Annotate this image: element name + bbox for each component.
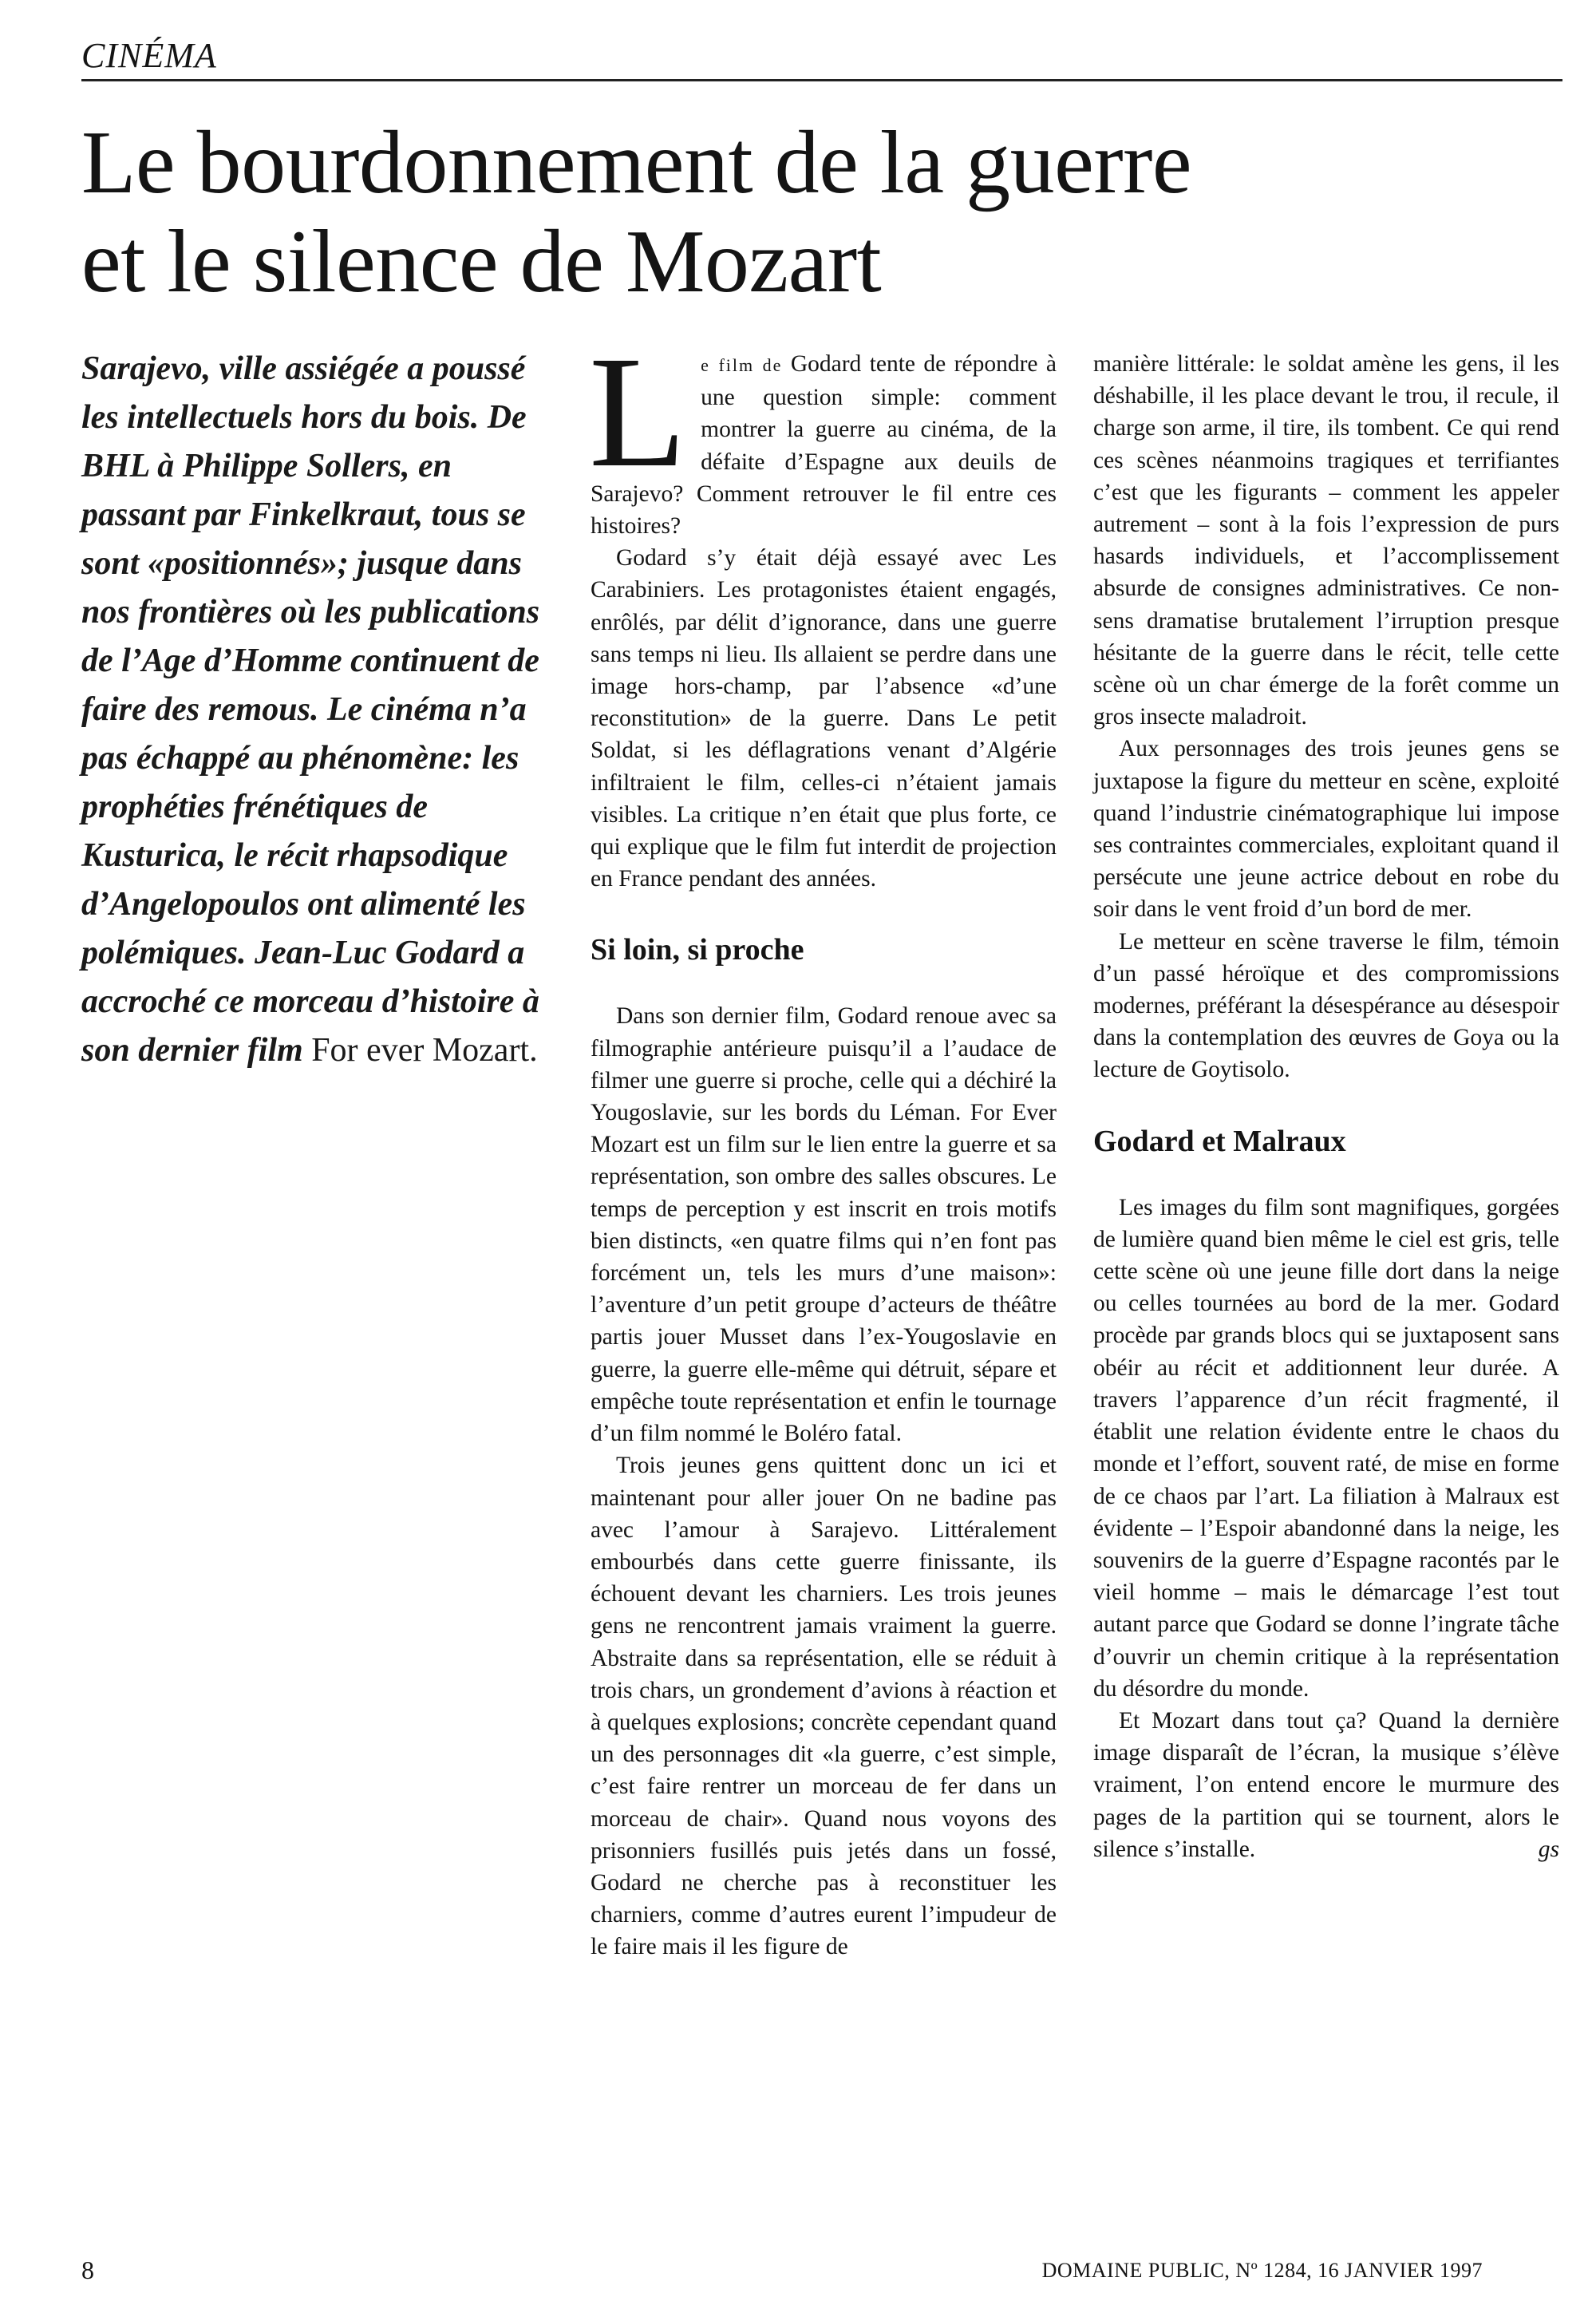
article-title	[81, 113, 1562, 311]
paragraph-7: Le metteur en scène traverse le film, témoin d’un passé héroïque et des compromissions modernes, préférant la désespérance au désespoir dans la contemplation des œuvres de Goya ou la lecture de Goytisolo.	[1093, 928, 1559, 1083]
section-rubric: CINÉMA	[81, 35, 1562, 81]
title-line-2: et le silence de Mozart	[81, 212, 882, 311]
lead-text: Sarajevo, ville assiégée a poussé les intellectuels hors du bois. De BHL à Philippe Sollers, en passant par Finkelkraut, tous se sont «positionnés»; jusque dans nos frontières où les publications de l’Age d’Homme continuent de faire des remous. Le cinéma n’a pas échappé au phénomène: les prophéties frénétiques de Kusturica, le récit rhapsodique d’Angelopoulos ont alimenté les polémiques. Jean-Luc Godard a accroché ce morceau d’histoire à son dernier film	[81, 350, 540, 1069]
paragraph-1-lead-in: e film de	[701, 355, 783, 375]
paragraph-5: manière littérale: le soldat amène les gens, il les déshabille, il les place devant le trou, il recule, il charge son arme, il tire, ils tombent. Ce qui rend ces scènes néanmoins tragiques et terrifiantes c’est que les figurants – comment les appeler autrement – sont à la fois l’expression de purs hasards individuels, et l’accomplissement absurde de consignes administratives. Ce non-sens dramatise brutalement l’irruption presque hésitante de la guerre dans le récit, telle cette scène où un char émerge de la forêt comme un gros insecte maladroit.	[1093, 351, 1559, 730]
lead-film-title: For ever Mozart.	[311, 1032, 538, 1069]
drop-cap: L	[589, 324, 687, 500]
subheading-si-loin: Si loin, si proche	[591, 933, 804, 967]
paragraph-3: Dans son dernier film, Godard renoue avec sa filmographie antérieure puisqu’il a l’audace de filmer une guerre si proche, celle qui a déchiré la Yougoslavie, sur les bords du Léman. For Ever Mozart est un film sur le lien entre la guerre et sa représentation, son ombre des salles obscures. Le temps de perception y est inscrit en trois motifs bien distincts, «en quatre films qui n’en font pas forcément un, tels les murs d’une maison»: l’aventure d’un petit groupe d’acteurs de théâtre partis jouer Musset dans l’ex-Yougoslavie en guerre, la guerre elle-même qui détruit, sépare et empêche toute représentation et enfin le tournage d’un film nommé le Boléro fatal.	[591, 1003, 1057, 1447]
subheading-godard-malraux: Godard et Malraux	[1093, 1124, 1346, 1158]
article-column-2	[1093, 348, 1559, 1865]
title-line-1: Le bourdonnement de la guerre	[81, 113, 1192, 212]
paragraph-4: Trois jeunes gens quittent donc un ici et maintenant pour aller jouer On ne badine pas avec l’amour à Sarajevo. Littéralement embourbés dans cette guerre finissante, ils échouent devant les charniers. Les trois jeunes gens ne rencontrent jamais vraiment la guerre. Abstraite dans sa représentation, elle se réduit à trois chars, un grondement d’avions à réaction et à quelques explosions; concrète cependant quand un des personnages dit «la guerre, c’est simple, c’est faire rentrer un morceau de fer dans un morceau de chair». Quand nous voyons des prisonniers fusillés puis jetés dans un fossé, Godard ne cherche pas à reconstituer les charniers, comme d’autres eurent l’impudeur de le faire mais il les figure de	[591, 1453, 1057, 1960]
publication-footer: DOMAINE PUBLIC, Nº 1284, 16 JANVIER 1997	[1041, 2259, 1483, 2282]
paragraph-1	[589, 324, 1057, 542]
paragraph-9: Et Mozart dans tout ça? Quand la dernière image disparaît de l’écran, la musique s’élève vraiment, l’on entend encore le murmure des pages de la partition qui se tournent, alors le silence s’installe.	[1093, 1707, 1559, 1862]
paragraph-1-text: Godard tente de répondre à une question simple: comment montrer la guerre au cinéma, de la défaite d’Espagne aux deuils de Sarajevo? Comment retrouver le fil entre ces histoires?	[591, 351, 1057, 540]
paragraph-6: Aux personnages des trois jeunes gens se juxtapose la figure du metteur en scène, exploité quand l’industrie cinématographique lui impose ses contraintes commerciales, exploitant quand il persécute une jeune actrice debout en robe du soir dans le vent froid d’un bord de mer.	[1093, 736, 1559, 923]
author-signature: gs	[1538, 1836, 1559, 1862]
article-lead	[81, 345, 560, 1075]
paragraph-8: Les images du film sont magnifiques, gorgées de lumière quand bien même le ciel est gris, telle cette scène où une jeune fille dort dans la neige ou celles tournées au bord de la mer. Godard procède par grands blocs qui se juxtaposent sans obéir au récit et additionnent leur durée. A travers l’apparence d’un récit fragmenté, il établit une relation évidente entre le chaos du monde et l’effort, souvent raté, de mise en forme de ce chaos par l’art. La filiation à Malraux est évidente – l’Espoir abandonné dans la neige, les souvenirs de la guerre d’Espagne racontés par le vieil homme – mais le démarcage l’est tout autant parce que Godard se donne l’ingrate tâche d’ouvrir un chemin critique à la représentation du désordre du monde.	[1093, 1194, 1559, 1702]
article-column-1	[589, 324, 1057, 1963]
paragraph-2: Godard s’y était déjà essayé avec Les Carabiniers. Les protagonistes étaient engagés, enrôlés, par délit d’ignorance, dans une guerre sans temps ni lieu. Ils allaient se perdre dans une image hors-champ, par l’absence «d’une reconstitution» de la guerre. Dans Le petit Soldat, si les déflagrations venant d’Algérie infiltraient le film, celles-ci n’étaient jamais visibles. La critique n’en était que plus forte, ce qui explique que le film fut interdit de projection en France pendant des années.	[591, 545, 1057, 892]
page-number: 8	[81, 2256, 94, 2284]
